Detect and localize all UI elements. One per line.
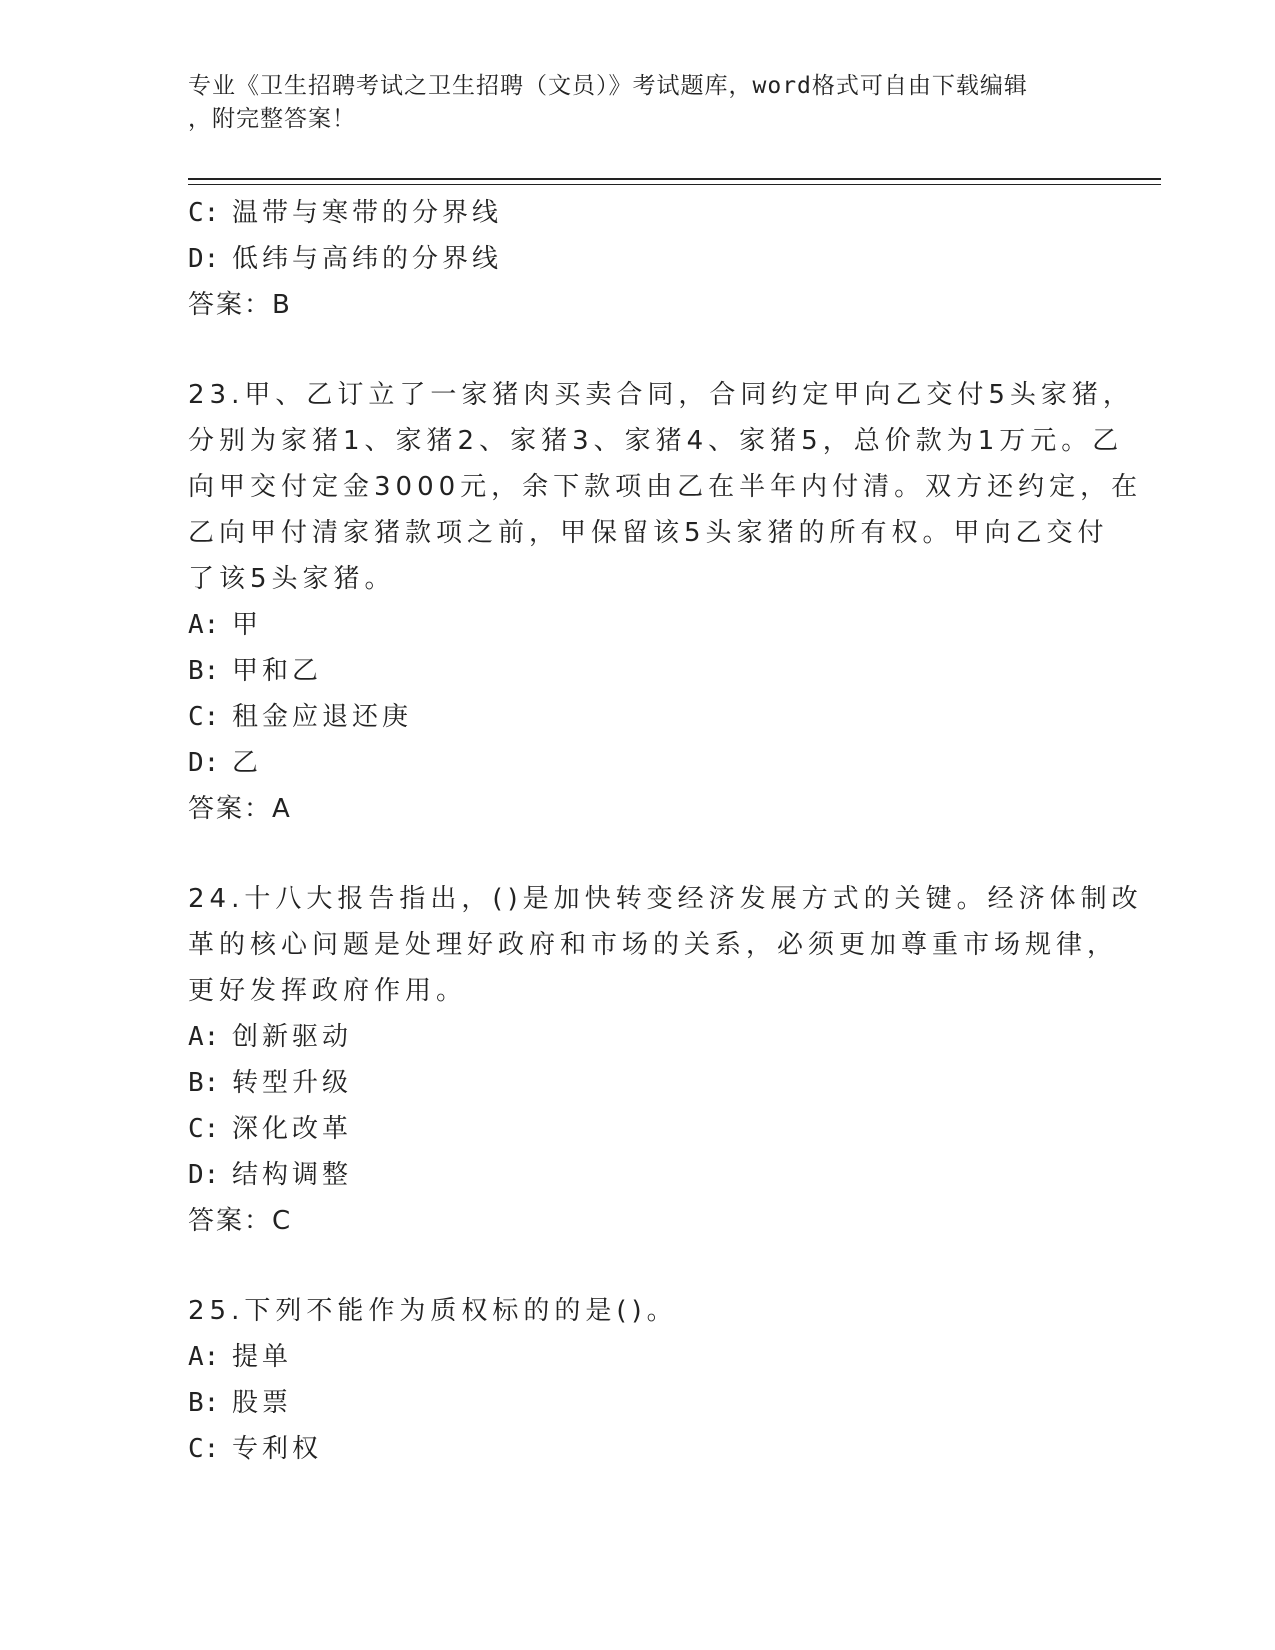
option-text: 深化改革	[232, 1114, 353, 1144]
answer-line: 答案：C	[188, 1206, 293, 1236]
option-text: 股票	[232, 1388, 293, 1418]
option-c	[188, 1426, 1088, 1472]
option-key: A:	[188, 1022, 220, 1052]
option-b	[188, 648, 1088, 694]
option-key: B:	[188, 1388, 220, 1418]
option-b	[188, 1060, 1088, 1106]
option-d	[188, 236, 1088, 282]
spacer	[188, 1244, 1088, 1288]
question-stem	[188, 372, 1143, 602]
question-stem	[188, 1288, 1088, 1334]
option-c	[188, 190, 1088, 236]
option-text: 低纬与高纬的分界线	[232, 244, 503, 274]
option-a	[188, 602, 1088, 648]
stem-line: 革的核心问题是处理好政府和市场的关系，必须更加尊重市场规律，	[188, 930, 1119, 960]
option-key: C:	[188, 198, 220, 228]
option-key: D:	[188, 748, 220, 778]
answer-line: 答案：B	[188, 290, 292, 320]
option-key: C:	[188, 1434, 220, 1464]
option-text: 甲和乙	[232, 656, 323, 686]
stem-line: 24.十八大报告指出，()是加快转变经济发展方式的关键。经济体制改	[188, 884, 1143, 914]
stem-line: 向甲交付定金3000元，余下款项由乙在半年内付清。双方还约定，在	[188, 472, 1143, 502]
option-key: C:	[188, 1114, 220, 1144]
header-divider-thick	[188, 178, 1161, 180]
option-key: A:	[188, 610, 220, 640]
question-24	[188, 876, 1143, 1244]
option-key: D:	[188, 244, 220, 274]
option-d	[188, 1152, 1088, 1198]
question-22	[188, 190, 1088, 328]
header-divider-thin	[188, 184, 1161, 185]
option-text: 温带与寒带的分界线	[232, 198, 503, 228]
option-text: 甲	[232, 610, 263, 640]
option-text: 专利权	[232, 1434, 323, 1464]
answer-line: 答案：A	[188, 794, 292, 824]
document-header	[188, 70, 1088, 136]
stem-line: 更好发挥政府作用。	[188, 976, 468, 1006]
stem-line: 了该5头家猪。	[188, 564, 396, 594]
question-23	[188, 372, 1143, 832]
option-text: 租金应退还庚	[232, 702, 413, 732]
option-b	[188, 1380, 1088, 1426]
option-a	[188, 1334, 1088, 1380]
question-25	[188, 1288, 1088, 1472]
option-key: D:	[188, 1160, 220, 1190]
spacer	[188, 328, 1088, 372]
option-text: 创新驱动	[232, 1022, 353, 1052]
option-key: C:	[188, 702, 220, 732]
option-text: 乙	[232, 748, 263, 778]
option-key: B:	[188, 656, 220, 686]
stem-line: 乙向甲付清家猪款项之前，甲保留该5头家猪的所有权。甲向乙交付	[188, 518, 1109, 548]
header-line-2: ，附完整答案！	[188, 106, 356, 132]
option-text: 提单	[232, 1342, 293, 1372]
question-stem	[188, 876, 1143, 1014]
stem-line: 分别为家猪1、家猪2、家猪3、家猪4、家猪5，总价款为1万元。乙	[188, 426, 1124, 456]
option-c	[188, 694, 1088, 740]
option-text: 结构调整	[232, 1160, 353, 1190]
header-line-1: 专业《卫生招聘考试之卫生招聘（文员）》考试题库，word格式可自由下载编辑	[188, 73, 1028, 99]
option-key: B:	[188, 1068, 220, 1098]
option-c	[188, 1106, 1088, 1152]
spacer	[188, 832, 1088, 876]
option-key: A:	[188, 1342, 220, 1372]
option-d	[188, 740, 1088, 786]
question-list	[188, 190, 1143, 1472]
option-text: 转型升级	[232, 1068, 353, 1098]
stem-line: 23.甲、乙订立了一家猪肉买卖合同，合同约定甲向乙交付5头家猪，	[188, 380, 1134, 410]
option-a	[188, 1014, 1088, 1060]
stem-line: 25.下列不能作为质权标的的是()。	[188, 1296, 678, 1326]
